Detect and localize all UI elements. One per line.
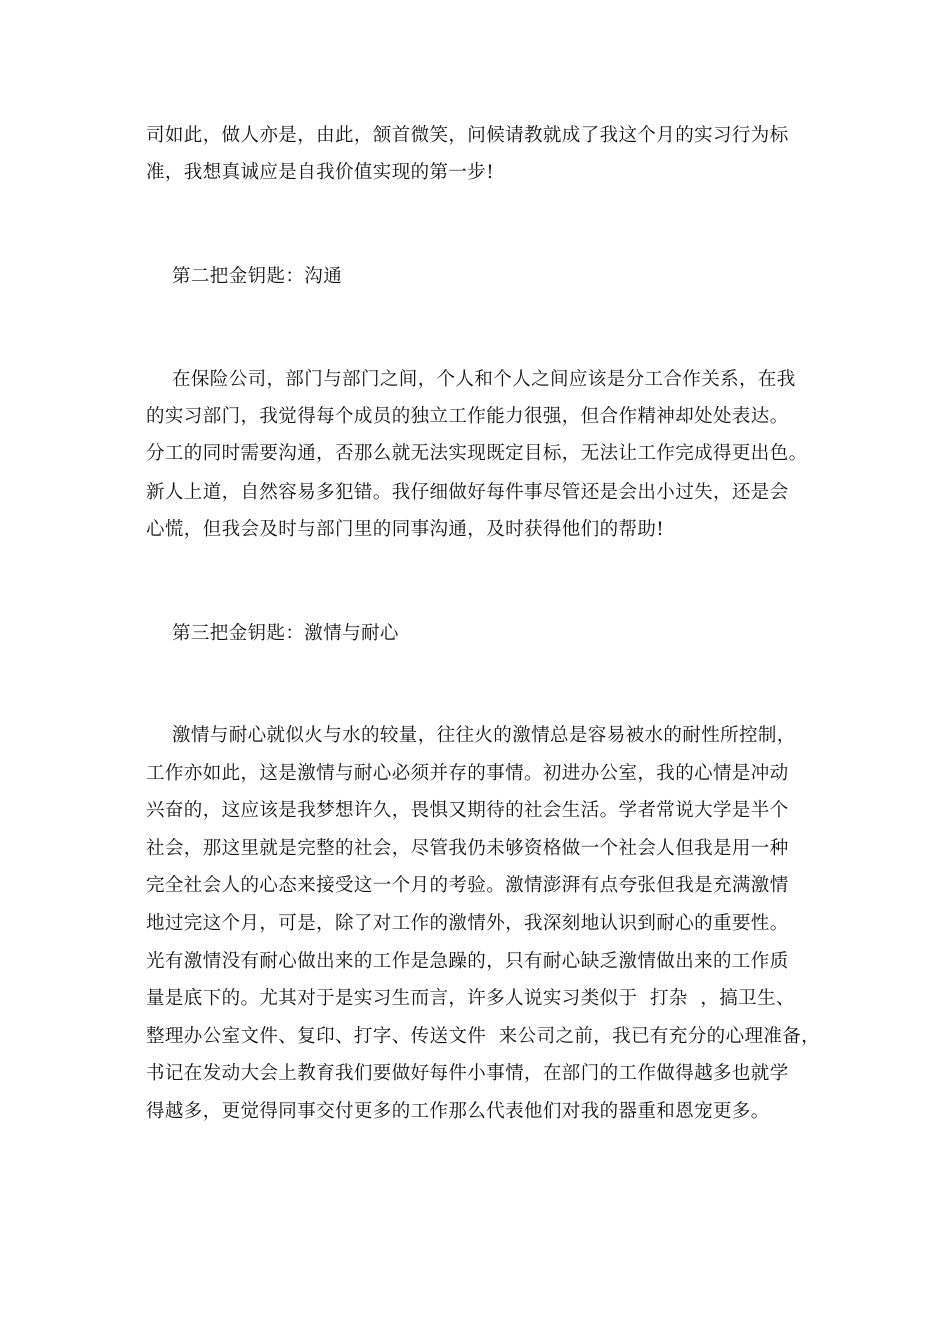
paragraph-line: 工作亦如此，这是激情与耐心必须并存的事情。初进办公室，我的心情是冲动 [146,763,789,784]
paragraph-line: 的实习部门，我觉得每个成员的独立工作能力很强，但合作精神却处处表达。 [146,406,789,427]
paragraph-line: 光有激情没有耐心做出来的工作是急躁的，只有耐心缺乏激情做出来的工作质 [146,951,789,972]
paragraph-line: 兴奋的，这应该是我梦想许久，畏惧又期待的社会生活。学者常说大学是半个 [146,800,789,821]
paragraph-line: 激情与耐心就似火与水的较量，往往火的激情总是容易被水的耐性所控制， [172,725,796,746]
paragraph-line: 司如此，做人亦是，由此，颔首微笑，问候请教就成了我这个月的实习行为标 [146,125,789,146]
paragraph-line: 量是底下的。尤其对于是实习生而言，许多人说实习类似于 打杂 ，搞卫生、 [146,988,795,1009]
paragraph-line: 新人上道，自然容易多犯错。我仔细做好每件事尽管还是会出小过失，还是会 [146,482,789,503]
paragraph-line: 分工的同时需要沟通，否那么就无法实现既定目标，无法让工作完成得更出色。 [146,443,808,464]
paragraph-line: 在保险公司，部门与部门之间，个人和个人之间应该是分工合作关系，在我 [172,369,796,390]
paragraph-line: 整理办公室文件、复印、打字、传送文件 来公司之前，我已有充分的心理准备， [146,1026,821,1047]
paragraph-line: 地过完这个月，可是，除了对工作的激情外，我深刻地认识到耐心的重要性。 [146,913,789,934]
paragraph-line: 心慌，但我会及时与部门里的同事沟通，及时获得他们的帮助! [146,519,665,540]
paragraph-line: 得越多，更觉得同事交付更多的工作那么代表他们对我的器重和恩宠更多。 [146,1101,770,1122]
paragraph-line: 完全社会人的心态来接受这一个月的考验。激情澎湃有点夸张但我是充满激情 [146,875,789,896]
paragraph-line: 书记在发动大会上教育我们要做好每件小事情，在部门的工作做得越多也就学 [146,1063,789,1084]
section-heading-communication: 第二把金钥匙：沟通 [172,266,343,287]
paragraph-line: 社会，那这里就是完整的社会，尽管我仍未够资格做一个社会人但我是用一种 [146,838,789,859]
paragraph-line: 准，我想真诚应是自我价值实现的第一步! [146,162,495,183]
section-heading-passion-patience: 第三把金钥匙：激情与耐心 [172,623,399,644]
